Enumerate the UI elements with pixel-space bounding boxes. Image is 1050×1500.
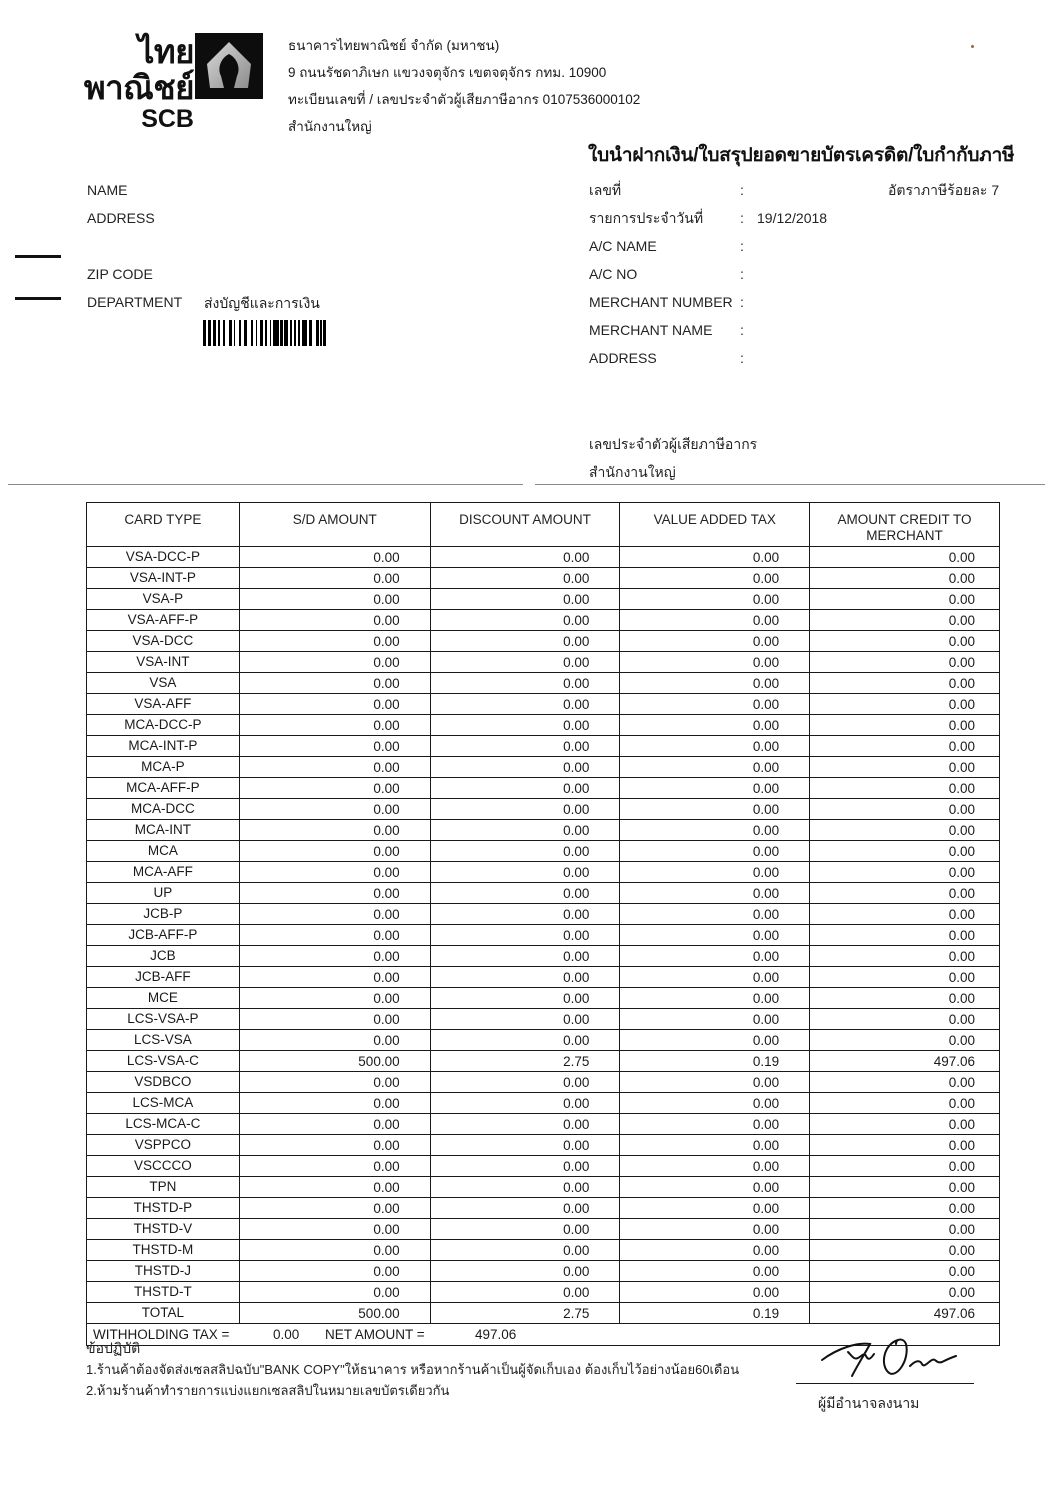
cell-discount-amount: 0.00 [430, 715, 620, 736]
condition-item: 2.ห้ามร้านค้าทำรายการแบ่งแยกเซลสลิปในหมายเลขบัตรเดียวกัน [86, 1383, 450, 1398]
cell-card-type: VSA-AFF [87, 694, 240, 715]
cell-vat: 0.00 [620, 1177, 810, 1198]
table-row [87, 1219, 1000, 1240]
cell-vat: 0.00 [620, 778, 810, 799]
withholding-tax-label: WITHHOLDING TAX = [93, 1326, 230, 1342]
address-label: ADDRESS [87, 210, 155, 226]
logo-short-name: SCB [141, 105, 194, 133]
table-row [87, 904, 1000, 925]
cell-card-type: LCS-MCA [87, 1093, 240, 1114]
cell-vat: 0.00 [620, 547, 810, 568]
cell-amount-credit: 0.00 [810, 799, 1000, 820]
cell-discount-amount: 0.00 [430, 1114, 620, 1135]
colon: : [740, 238, 744, 254]
zip-code-label: ZIP CODE [87, 266, 153, 282]
cell-amount-credit: 0.00 [810, 757, 1000, 778]
cell-vat: 0.00 [620, 1219, 810, 1240]
cell-vat: 0.00 [620, 1093, 810, 1114]
cell-card-type: VSA-AFF-P [87, 610, 240, 631]
cell-vat: 0.00 [620, 1009, 810, 1030]
divider [535, 484, 1045, 485]
merchant-address-label: ADDRESS [589, 350, 657, 366]
table-row [87, 1093, 1000, 1114]
cell-discount-amount: 0.00 [430, 736, 620, 757]
net-amount-value: 497.06 [475, 1326, 517, 1342]
cell-vat: 0.00 [620, 568, 810, 589]
header-sd-amount: S/D AMOUNT [239, 503, 430, 547]
cell-discount-amount: 0.00 [430, 799, 620, 820]
table-row [87, 757, 1000, 778]
cell-sd-amount: 0.00 [239, 1282, 430, 1303]
cell-vat: 0.00 [620, 883, 810, 904]
ac-name-label: A/C NAME [589, 238, 657, 254]
table-row [87, 736, 1000, 757]
cell-amount-credit: 0.00 [810, 631, 1000, 652]
table-row [87, 610, 1000, 631]
cell-amount-credit: 0.00 [810, 841, 1000, 862]
cell-amount-credit: 0.00 [810, 904, 1000, 925]
branch-label: สำนักงานใหญ่ [589, 464, 676, 480]
cell-discount-amount: 0.00 [430, 1282, 620, 1303]
cell-amount-credit: 0.00 [810, 946, 1000, 967]
cell-vat: 0.19 [620, 1051, 810, 1072]
cell-discount-amount: 0.00 [430, 694, 620, 715]
cell-discount-amount: 0.00 [430, 1009, 620, 1030]
table-row [87, 967, 1000, 988]
fold-mark [15, 297, 61, 300]
cell-vat: 0.00 [620, 799, 810, 820]
cell-amount-credit: 0.00 [810, 820, 1000, 841]
cell-sd-amount: 0.00 [239, 610, 430, 631]
colon: : [740, 294, 744, 310]
cell-vat: 0.00 [620, 589, 810, 610]
cell-sd-amount: 0.00 [239, 715, 430, 736]
cell-amount-credit: 0.00 [810, 1261, 1000, 1282]
table-row [87, 1177, 1000, 1198]
cell-vat: 0.00 [620, 715, 810, 736]
cell-vat: 0.00 [620, 904, 810, 925]
table-row [87, 862, 1000, 883]
cell-discount-amount: 0.00 [430, 568, 620, 589]
total-row [87, 1303, 1000, 1324]
cell-amount-credit: 0.00 [810, 1114, 1000, 1135]
cell-sd-amount: 0.00 [239, 904, 430, 925]
cell-sd-amount: 0.00 [239, 1135, 430, 1156]
colon: : [740, 322, 744, 338]
cell-discount-amount: 0.00 [430, 757, 620, 778]
cell-discount-amount: 0.00 [430, 778, 620, 799]
header-vat: VALUE ADDED TAX [620, 503, 810, 547]
cell-card-type: MCA [87, 841, 240, 862]
stray-mark [971, 45, 974, 48]
cell-card-type: LCS-VSA-P [87, 1009, 240, 1030]
cell-vat: 0.00 [620, 694, 810, 715]
name-label: NAME [87, 182, 128, 198]
table-row [87, 925, 1000, 946]
cell-amount-credit: 497.06 [810, 1051, 1000, 1072]
cell-vat: 0.00 [620, 820, 810, 841]
tax-rate: อัตราภาษีร้อยละ 7 [888, 182, 1000, 198]
total-sd-amount: 500.00 [239, 1303, 430, 1324]
cell-discount-amount: 0.00 [430, 925, 620, 946]
cell-sd-amount: 0.00 [239, 631, 430, 652]
table-row [87, 568, 1000, 589]
divider [8, 484, 523, 485]
total-vat: 0.19 [620, 1303, 810, 1324]
cell-card-type: THSTD-V [87, 1219, 240, 1240]
date-value: 19/12/2018 [757, 210, 828, 226]
cell-card-type: JCB-AFF [87, 967, 240, 988]
tax-id-label: เลขประจำตัวผู้เสียภาษีอากร [589, 436, 758, 452]
cell-card-type: VSCCCO [87, 1156, 240, 1177]
cell-sd-amount: 0.00 [239, 568, 430, 589]
total-label: TOTAL [87, 1303, 240, 1324]
cell-discount-amount: 0.00 [430, 1240, 620, 1261]
colon: : [740, 210, 744, 226]
signature-caption: ผู้มีอำนาจลงนาม [818, 1395, 920, 1411]
table-row [87, 1240, 1000, 1261]
cell-amount-credit: 0.00 [810, 736, 1000, 757]
table-row [87, 547, 1000, 568]
cell-discount-amount: 0.00 [430, 1198, 620, 1219]
cell-amount-credit: 0.00 [810, 862, 1000, 883]
table-row [87, 1072, 1000, 1093]
condition-item: 1.ร้านค้าต้องจัดส่งเซลสลิปฉบับ"BANK COPY"ให้ธนาคาร หรือหากร้านค้าเป็นผู้จัดเก็บเอง ต้องเก็บไว้อย่างน้อย60เดือน [86, 1362, 740, 1377]
cell-vat: 0.00 [620, 862, 810, 883]
cell-amount-credit: 0.00 [810, 967, 1000, 988]
cell-amount-credit: 0.00 [810, 778, 1000, 799]
cell-vat: 0.00 [620, 1198, 810, 1219]
bank-logo-text [34, 34, 194, 132]
department-label: DEPARTMENT [87, 294, 183, 310]
cell-vat: 0.00 [620, 631, 810, 652]
table-row [87, 1261, 1000, 1282]
table-row [87, 946, 1000, 967]
cell-vat: 0.00 [620, 1114, 810, 1135]
bank-registration: ทะเบียนเลขที่ / เลขประจำตัวผู้เสียภาษีอากร 0107536000102 [288, 92, 641, 107]
header-discount-amount: DISCOUNT AMOUNT [430, 503, 620, 547]
cell-amount-credit: 0.00 [810, 589, 1000, 610]
cell-card-type: LCS-VSA [87, 1030, 240, 1051]
colon: : [740, 266, 744, 282]
cell-vat: 0.00 [620, 757, 810, 778]
table-header-row [87, 503, 1000, 547]
cell-card-type: THSTD-M [87, 1240, 240, 1261]
cell-sd-amount: 0.00 [239, 1240, 430, 1261]
department-value: ส่งบัญชีและการเงิน [204, 295, 320, 311]
table-row [87, 1114, 1000, 1135]
cell-discount-amount: 0.00 [430, 1261, 620, 1282]
cell-sd-amount: 0.00 [239, 778, 430, 799]
cell-vat: 0.00 [620, 925, 810, 946]
table-row [87, 820, 1000, 841]
cell-discount-amount: 0.00 [430, 862, 620, 883]
table-row [87, 841, 1000, 862]
cell-sd-amount: 0.00 [239, 547, 430, 568]
total-credit: 497.06 [810, 1303, 1000, 1324]
cell-sd-amount: 0.00 [239, 925, 430, 946]
cell-vat: 0.00 [620, 610, 810, 631]
cell-card-type: VSA-DCC [87, 631, 240, 652]
cell-sd-amount: 0.00 [239, 673, 430, 694]
cell-amount-credit: 0.00 [810, 883, 1000, 904]
cell-vat: 0.00 [620, 1030, 810, 1051]
table-row [87, 652, 1000, 673]
cell-amount-credit: 0.00 [810, 1135, 1000, 1156]
cell-discount-amount: 0.00 [430, 946, 620, 967]
total-discount: 2.75 [430, 1303, 620, 1324]
date-label: รายการประจำวันที่ [589, 210, 704, 226]
withholding-tax-value: 0.00 [273, 1326, 300, 1342]
cell-amount-credit: 0.00 [810, 1282, 1000, 1303]
cell-amount-credit: 0.00 [810, 610, 1000, 631]
cell-card-type: MCA-AFF [87, 862, 240, 883]
cell-sd-amount: 0.00 [239, 1009, 430, 1030]
cell-discount-amount: 0.00 [430, 652, 620, 673]
cell-card-type: VSDBCO [87, 1072, 240, 1093]
cell-sd-amount: 0.00 [239, 1072, 430, 1093]
cell-vat: 0.00 [620, 736, 810, 757]
barcode-icon [203, 320, 326, 346]
cell-vat: 0.00 [620, 673, 810, 694]
cell-sd-amount: 500.00 [239, 1051, 430, 1072]
table-row [87, 715, 1000, 736]
cell-sd-amount: 0.00 [239, 757, 430, 778]
cell-discount-amount: 0.00 [430, 904, 620, 925]
cell-card-type: MCA-P [87, 757, 240, 778]
cell-sd-amount: 0.00 [239, 988, 430, 1009]
cell-card-type: VSA-DCC-P [87, 547, 240, 568]
cell-sd-amount: 0.00 [239, 967, 430, 988]
cell-amount-credit: 0.00 [810, 1072, 1000, 1093]
cell-discount-amount: 0.00 [430, 1156, 620, 1177]
cell-sd-amount: 0.00 [239, 841, 430, 862]
cell-discount-amount: 0.00 [430, 1177, 620, 1198]
cell-card-type: THSTD-T [87, 1282, 240, 1303]
table-row [87, 1051, 1000, 1072]
cell-discount-amount: 0.00 [430, 547, 620, 568]
cell-sd-amount: 0.00 [239, 1198, 430, 1219]
cell-discount-amount: 0.00 [430, 610, 620, 631]
cell-amount-credit: 0.00 [810, 568, 1000, 589]
cell-amount-credit: 0.00 [810, 988, 1000, 1009]
cell-discount-amount: 0.00 [430, 1219, 620, 1240]
cell-sd-amount: 0.00 [239, 946, 430, 967]
cell-sd-amount: 0.00 [239, 1177, 430, 1198]
cell-discount-amount: 0.00 [430, 1072, 620, 1093]
header-amount-credit: AMOUNT CREDIT TO MERCHANT [810, 503, 1000, 547]
cell-discount-amount: 0.00 [430, 631, 620, 652]
scb-emblem-icon [195, 33, 263, 99]
cell-card-type: JCB-P [87, 904, 240, 925]
cell-vat: 0.00 [620, 988, 810, 1009]
net-amount-label: NET AMOUNT = [325, 1326, 425, 1342]
bank-branch: สำนักงานใหญ่ [288, 119, 372, 134]
cell-card-type: MCA-DCC [87, 799, 240, 820]
cell-amount-credit: 0.00 [810, 1093, 1000, 1114]
cell-card-type: UP [87, 883, 240, 904]
cell-discount-amount: 0.00 [430, 589, 620, 610]
cell-card-type: VSPPCO [87, 1135, 240, 1156]
cell-sd-amount: 0.00 [239, 589, 430, 610]
cell-sd-amount: 0.00 [239, 1261, 430, 1282]
table-row [87, 1156, 1000, 1177]
cell-card-type: LCS-MCA-C [87, 1114, 240, 1135]
cell-card-type: MCA-INT-P [87, 736, 240, 757]
cell-card-type: MCA-INT [87, 820, 240, 841]
conditions [86, 1338, 739, 1401]
table-row [87, 883, 1000, 904]
doc-number-label: เลขที่ [589, 182, 622, 198]
bank-name: ธนาคารไทยพาณิชย์ จำกัด (มหาชน) [288, 38, 500, 53]
cell-discount-amount: 0.00 [430, 841, 620, 862]
cell-sd-amount: 0.00 [239, 820, 430, 841]
cell-sd-amount: 0.00 [239, 1156, 430, 1177]
header-card-type: CARD TYPE [87, 503, 240, 547]
cell-card-type: MCA-AFF-P [87, 778, 240, 799]
cell-amount-credit: 0.00 [810, 1030, 1000, 1051]
table-row [87, 1198, 1000, 1219]
logo-thai-name: ไทยพาณิชย์ [83, 33, 194, 106]
cell-amount-credit: 0.00 [810, 1219, 1000, 1240]
table-row [87, 673, 1000, 694]
cell-sd-amount: 0.00 [239, 883, 430, 904]
cell-card-type: JCB [87, 946, 240, 967]
document-title: ใบนำฝากเงิน/ใบสรุปยอดขายบัตรเครดิต/ใบกำกับภาษี [588, 145, 1015, 166]
table-row [87, 589, 1000, 610]
cell-amount-credit: 0.00 [810, 652, 1000, 673]
cell-discount-amount: 0.00 [430, 1135, 620, 1156]
cell-amount-credit: 0.00 [810, 1198, 1000, 1219]
cell-sd-amount: 0.00 [239, 799, 430, 820]
cell-vat: 0.00 [620, 946, 810, 967]
cell-vat: 0.00 [620, 1240, 810, 1261]
cell-vat: 0.00 [620, 967, 810, 988]
merchant-tax-id-block [589, 430, 757, 486]
bank-address: 9 ถนนรัชดาภิเษก แขวงจตุจักร เขตจตุจักร กทม. 10900 [288, 65, 607, 80]
cell-sd-amount: 0.00 [239, 652, 430, 673]
cell-discount-amount: 0.00 [430, 1030, 620, 1051]
cell-card-type: LCS-VSA-C [87, 1051, 240, 1072]
cell-vat: 0.00 [620, 1072, 810, 1093]
cell-amount-credit: 0.00 [810, 694, 1000, 715]
cell-amount-credit: 0.00 [810, 673, 1000, 694]
table-row [87, 1282, 1000, 1303]
cell-vat: 0.00 [620, 841, 810, 862]
cell-sd-amount: 0.00 [239, 694, 430, 715]
signature-icon [818, 1330, 978, 1385]
cell-amount-credit: 0.00 [810, 1177, 1000, 1198]
cell-amount-credit: 0.00 [810, 547, 1000, 568]
table-row [87, 1030, 1000, 1051]
cell-discount-amount: 0.00 [430, 1093, 620, 1114]
cell-card-type: VSA-P [87, 589, 240, 610]
merchant-number-label: MERCHANT NUMBER [589, 294, 733, 310]
cell-discount-amount: 2.75 [430, 1051, 620, 1072]
merchant-name-label: MERCHANT NAME [589, 322, 713, 338]
cell-sd-amount: 0.00 [239, 736, 430, 757]
cell-vat: 0.00 [620, 652, 810, 673]
cell-vat: 0.00 [620, 1156, 810, 1177]
cell-vat: 0.00 [620, 1282, 810, 1303]
cell-vat: 0.00 [620, 1135, 810, 1156]
table-row [87, 631, 1000, 652]
table-row [87, 988, 1000, 1009]
cell-card-type: MCA-DCC-P [87, 715, 240, 736]
cell-amount-credit: 0.00 [810, 1240, 1000, 1261]
cell-vat: 0.00 [620, 1261, 810, 1282]
cell-discount-amount: 0.00 [430, 673, 620, 694]
table-row [87, 778, 1000, 799]
cell-card-type: MCE [87, 988, 240, 1009]
cell-card-type: JCB-AFF-P [87, 925, 240, 946]
cell-amount-credit: 0.00 [810, 1009, 1000, 1030]
cell-sd-amount: 0.00 [239, 1219, 430, 1240]
cell-card-type: THSTD-J [87, 1261, 240, 1282]
cell-card-type: VSA [87, 673, 240, 694]
cell-discount-amount: 0.00 [430, 820, 620, 841]
signature-line [796, 1383, 974, 1384]
cell-amount-credit: 0.00 [810, 1156, 1000, 1177]
card-summary-table [86, 502, 1000, 1346]
table-row [87, 1135, 1000, 1156]
cell-discount-amount: 0.00 [430, 967, 620, 988]
table-row [87, 1009, 1000, 1030]
cell-card-type: TPN [87, 1177, 240, 1198]
cell-amount-credit: 0.00 [810, 715, 1000, 736]
cell-discount-amount: 0.00 [430, 988, 620, 1009]
bank-header [288, 32, 640, 140]
table-row [87, 799, 1000, 820]
cell-sd-amount: 0.00 [239, 1030, 430, 1051]
cell-discount-amount: 0.00 [430, 883, 620, 904]
cell-sd-amount: 0.00 [239, 1114, 430, 1135]
ac-no-label: A/C NO [589, 266, 638, 282]
colon: : [740, 182, 744, 198]
fold-mark [15, 255, 61, 258]
cell-sd-amount: 0.00 [239, 862, 430, 883]
cell-card-type: THSTD-P [87, 1198, 240, 1219]
conditions-title: ข้อปฏิบัติ [86, 1340, 141, 1356]
colon: : [740, 350, 744, 366]
table-row [87, 694, 1000, 715]
cell-amount-credit: 0.00 [810, 925, 1000, 946]
cell-sd-amount: 0.00 [239, 1093, 430, 1114]
cell-card-type: VSA-INT [87, 652, 240, 673]
cell-card-type: VSA-INT-P [87, 568, 240, 589]
